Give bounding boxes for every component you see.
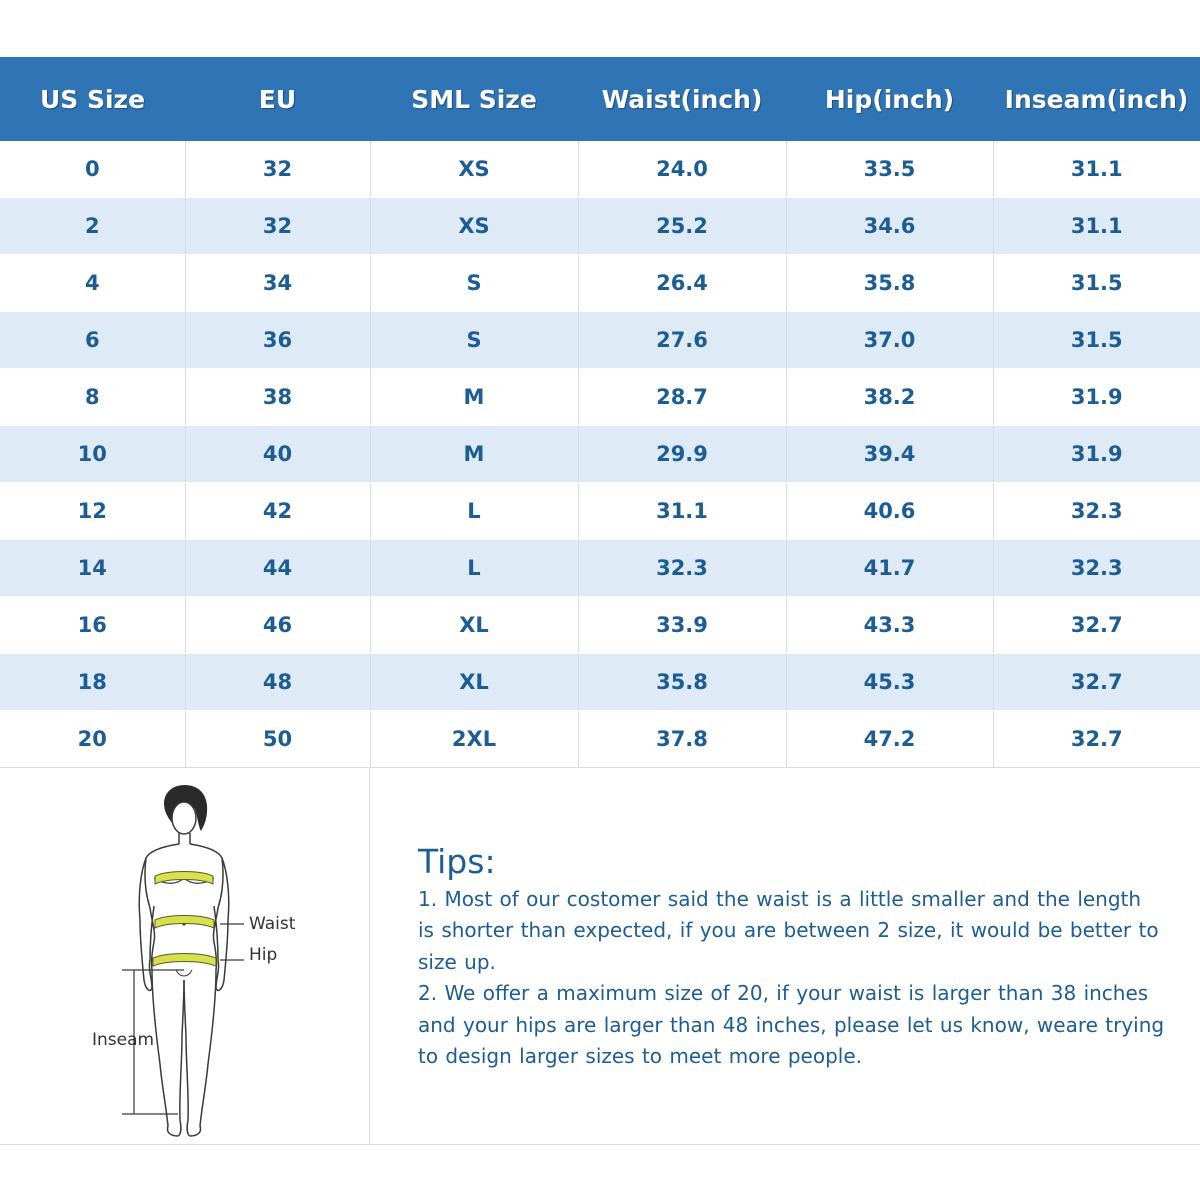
cell-hip: 40.6 [786, 483, 993, 540]
tips-line: is shorter than expected, if you are between 2 size, it would be better to [418, 918, 1159, 943]
table-row [0, 654, 1200, 711]
cell-sml-size: S [370, 312, 578, 369]
header-inseam: Inseam(inch) [993, 57, 1200, 141]
info-section [0, 767, 1200, 1145]
size-chart [0, 57, 1200, 768]
cell-eu: 32 [185, 198, 370, 255]
cell-waist: 24.0 [578, 141, 786, 198]
table-row [0, 255, 1200, 312]
table-row [0, 141, 1200, 198]
cell-sml-size: XL [370, 654, 578, 711]
header-eu: EU [185, 57, 370, 141]
cell-sml-size: M [370, 426, 578, 483]
cell-hip: 37.0 [786, 312, 993, 369]
cell-inseam: 31.5 [993, 312, 1200, 369]
cell-waist: 35.8 [578, 654, 786, 711]
tips-line: 2. We offer a maximum size of 20, if your waist is larger than 38 inches [418, 981, 1149, 1006]
cell-waist: 27.6 [578, 312, 786, 369]
cell-eu: 40 [185, 426, 370, 483]
cell-inseam: 31.9 [993, 369, 1200, 426]
tips-line: 1. Most of our costomer said the waist is a little smaller and the length [418, 887, 1142, 911]
cell-sml-size: L [370, 540, 578, 597]
cell-eu: 46 [185, 597, 370, 654]
cell-waist: 33.9 [578, 597, 786, 654]
cell-us-size: 10 [0, 426, 185, 483]
tips-line: and your hips are larger than 48 inches, please let us know, weare trying [418, 1012, 1165, 1037]
cell-eu: 44 [185, 540, 370, 597]
cell-inseam: 32.3 [993, 483, 1200, 540]
cell-sml-size: XL [370, 597, 578, 654]
cell-us-size: 20 [0, 711, 185, 768]
table-row [0, 711, 1200, 768]
cell-eu: 36 [185, 312, 370, 369]
table-row [0, 312, 1200, 369]
header-row [0, 57, 1200, 141]
cell-eu: 32 [185, 141, 370, 198]
section-divider [369, 768, 370, 1144]
cell-us-size: 12 [0, 483, 185, 540]
inseam-label: Inseam [92, 1030, 155, 1050]
cell-waist: 31.1 [578, 483, 786, 540]
cell-hip: 34.6 [786, 198, 993, 255]
cell-us-size: 2 [0, 198, 185, 255]
cell-us-size: 14 [0, 540, 185, 597]
table-row [0, 369, 1200, 426]
size-table [0, 57, 1200, 768]
cell-eu: 48 [185, 654, 370, 711]
cell-us-size: 6 [0, 312, 185, 369]
cell-sml-size: L [370, 483, 578, 540]
cell-inseam: 32.7 [993, 711, 1200, 768]
cell-inseam: 31.1 [993, 141, 1200, 198]
cell-inseam: 31.1 [993, 198, 1200, 255]
tips-line: to design larger sizes to meet more people. [418, 1044, 863, 1069]
cell-hip: 45.3 [786, 654, 993, 711]
table-row [0, 597, 1200, 654]
table-row [0, 540, 1200, 597]
table-row [0, 483, 1200, 540]
cell-us-size: 16 [0, 597, 185, 654]
cell-waist: 29.9 [578, 426, 786, 483]
cell-waist: 28.7 [578, 369, 786, 426]
cell-inseam: 31.9 [993, 426, 1200, 483]
table-row [0, 198, 1200, 255]
cell-hip: 33.5 [786, 141, 993, 198]
cell-inseam: 31.5 [993, 255, 1200, 312]
measurement-figure [48, 774, 316, 1144]
cell-sml-size: XS [370, 141, 578, 198]
cell-eu: 34 [185, 255, 370, 312]
cell-us-size: 4 [0, 255, 185, 312]
header-waist: Waist(inch) [578, 57, 786, 141]
tips-panel [418, 840, 1198, 1072]
waist-label: Waist [249, 914, 296, 934]
cell-us-size: 0 [0, 141, 185, 198]
cell-sml-size: XS [370, 198, 578, 255]
cell-us-size: 8 [0, 369, 185, 426]
cell-inseam: 32.7 [993, 597, 1200, 654]
cell-hip: 47.2 [786, 711, 993, 768]
cell-waist: 32.3 [578, 540, 786, 597]
cell-inseam: 32.3 [993, 540, 1200, 597]
hip-label: Hip [249, 945, 278, 965]
header-hip: Hip(inch) [786, 57, 993, 141]
cell-eu: 42 [185, 483, 370, 540]
cell-waist: 26.4 [578, 255, 786, 312]
cell-waist: 25.2 [578, 198, 786, 255]
cell-us-size: 18 [0, 654, 185, 711]
header-sml-size: SML Size [370, 57, 578, 141]
table-row [0, 426, 1200, 483]
cell-sml-size: 2XL [370, 711, 578, 768]
cell-hip: 39.4 [786, 426, 993, 483]
cell-waist: 37.8 [578, 711, 786, 768]
cell-hip: 35.8 [786, 255, 993, 312]
cell-hip: 41.7 [786, 540, 993, 597]
header-us-size: US Size [0, 57, 185, 141]
cell-sml-size: S [370, 255, 578, 312]
tips-line: size up. [418, 949, 496, 974]
cell-hip: 43.3 [786, 597, 993, 654]
cell-sml-size: M [370, 369, 578, 426]
cell-inseam: 32.7 [993, 654, 1200, 711]
tips-title: Tips: [418, 842, 496, 881]
cell-hip: 38.2 [786, 369, 993, 426]
cell-eu: 38 [185, 369, 370, 426]
cell-eu: 50 [185, 711, 370, 768]
